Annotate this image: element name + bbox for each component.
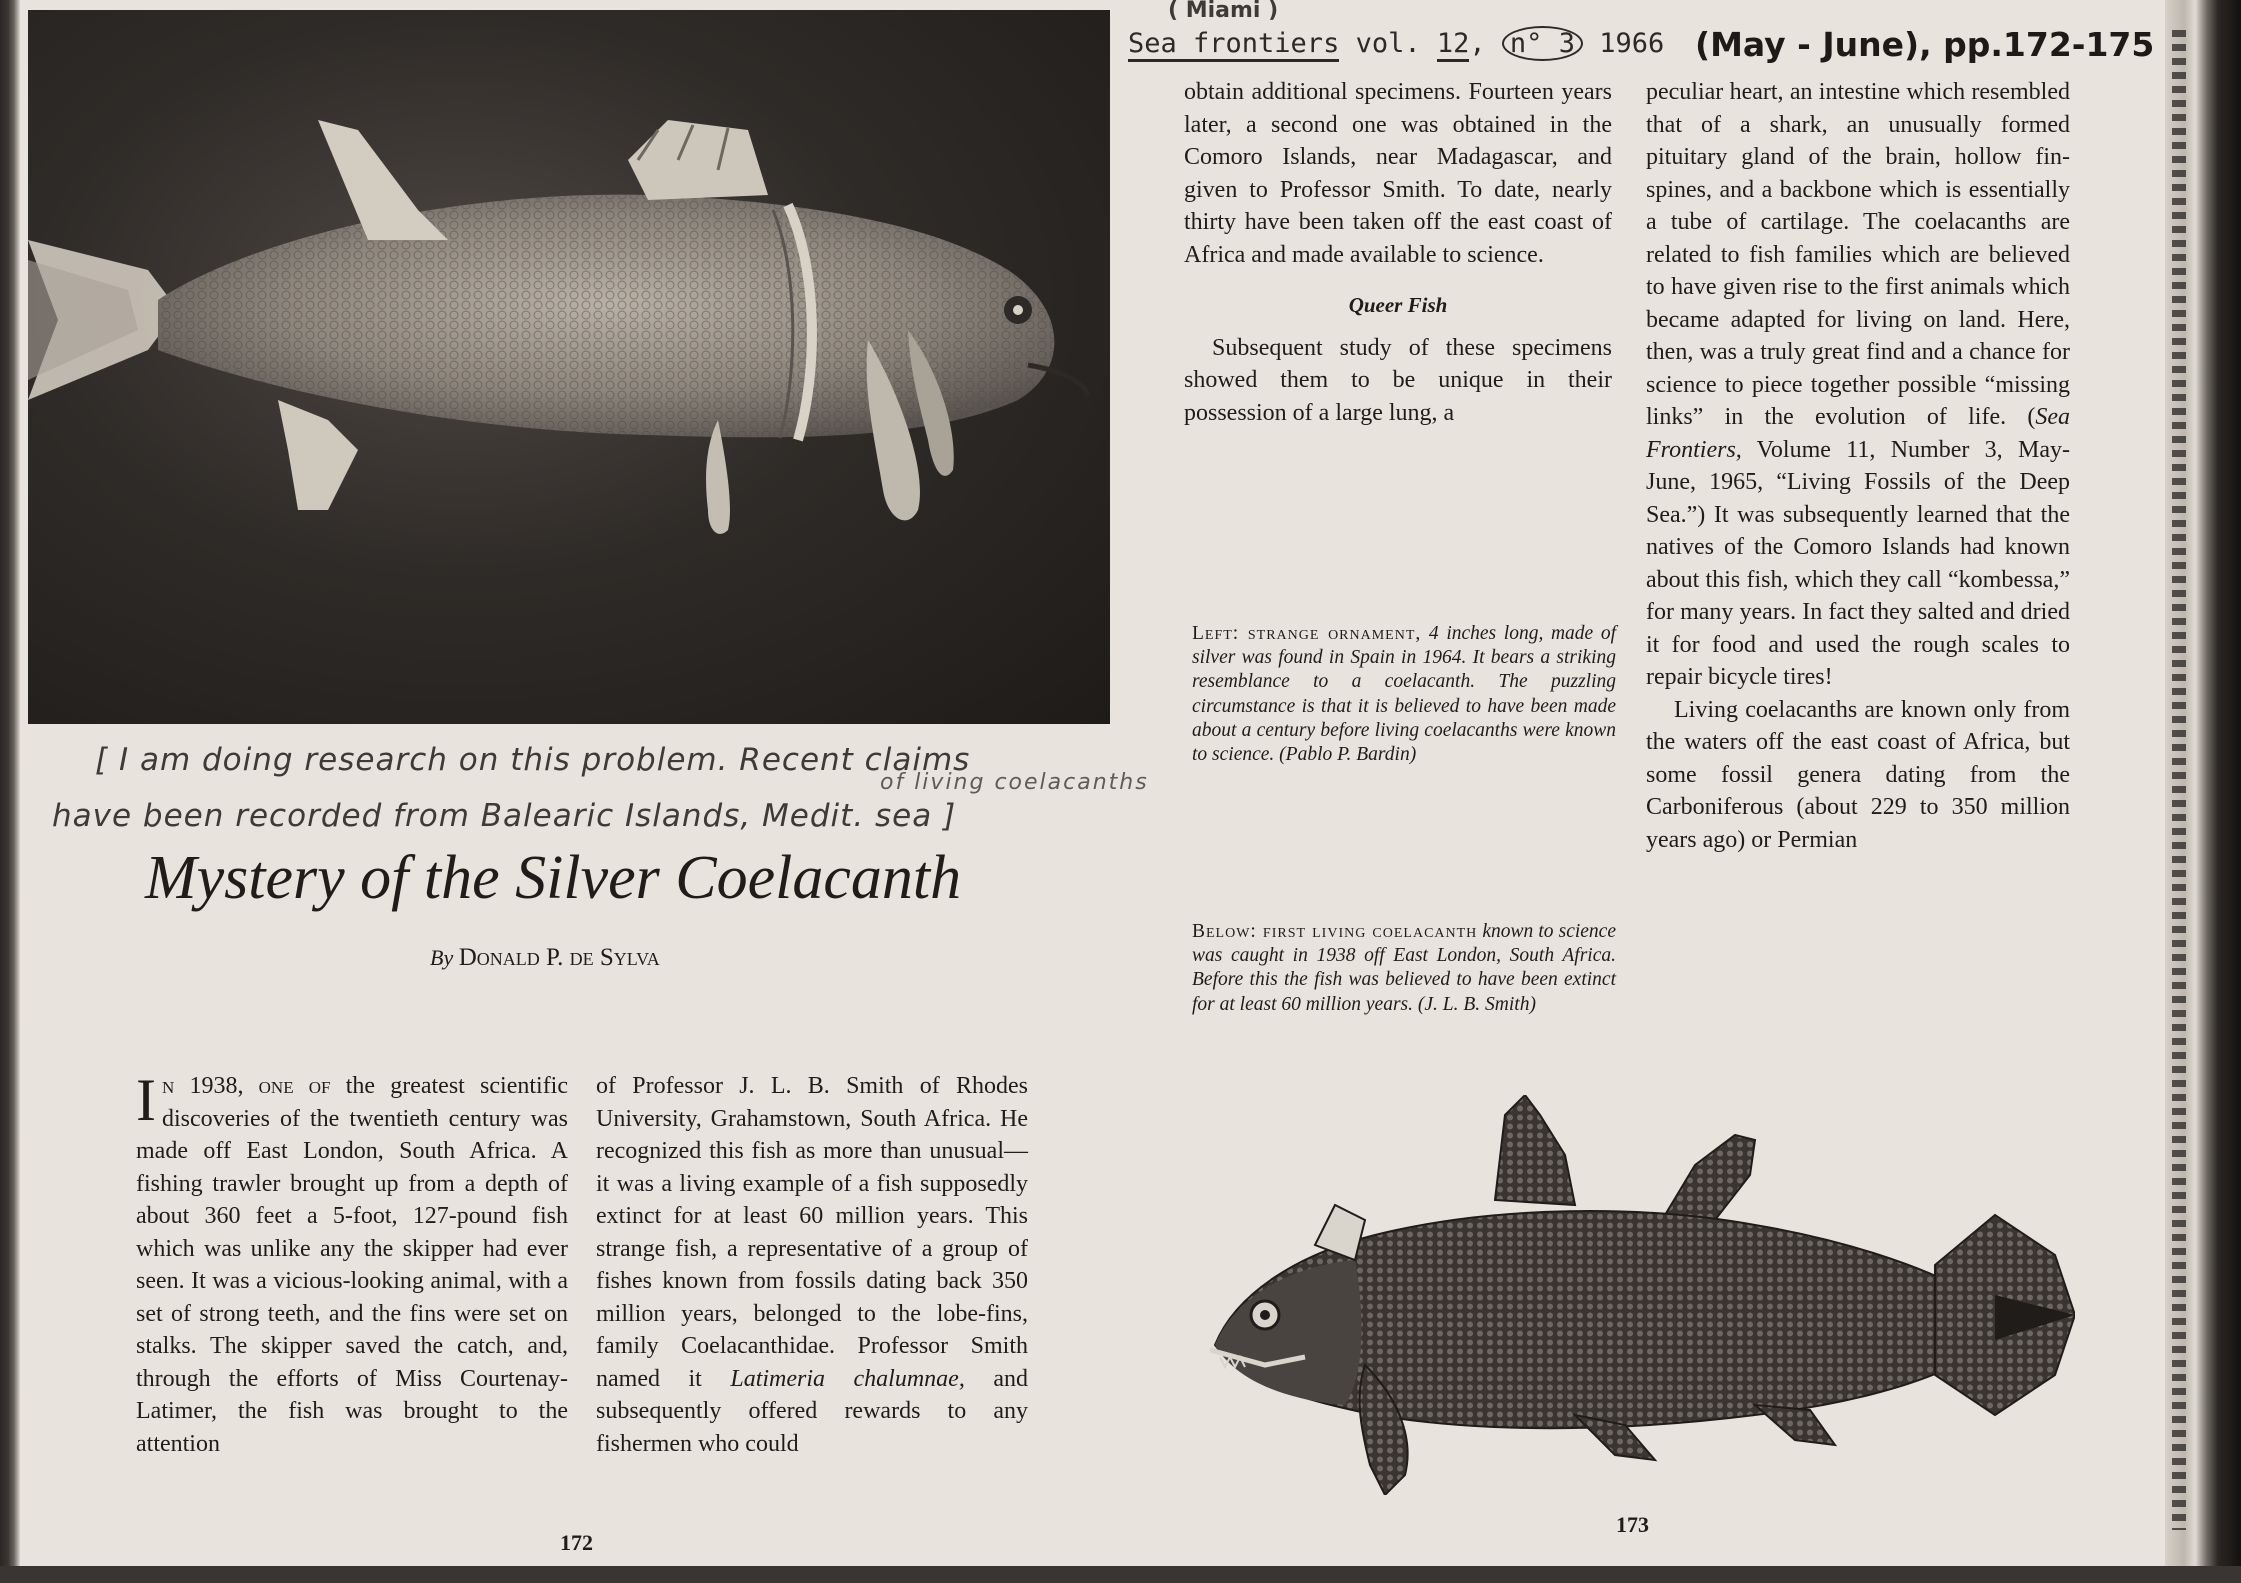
byline-prefix: By [430,945,454,970]
issue-annotation: (May - June), pp.172-175 [1695,25,2155,64]
vol-label: vol. [1355,28,1421,59]
caption-below [1192,920,1616,1017]
page-number-right: 173 [1616,1512,1649,1537]
caption-left [1192,622,1616,767]
col4-text-b: Volume 11, Number 3, May-June, 1965, “Living Fossils of the Deep Sea.”) It was subsequently learned that the natives of the Comoro Islands had known about this fish, which they call “kombessa,” for many years. In fact they salted and dried it for food and used the rough scales to repair bicycle tires! [1646,436,2070,690]
caption-left-label: Left: strange ornament, [1192,623,1422,644]
column-3 [1184,76,1612,429]
subhead-queer-fish: Queer Fish [1348,293,1448,317]
journal-header: Sea frontiers vol. 12, n° 3 1966 [1128,28,1664,59]
handwritten-note-line1b: of living coelacanths [880,770,1149,795]
caption-below-text: known to science was caught in 1938 off East London, South Africa. Before this the fish was believed to have been extinct for at least 60 million years. (J. L. B. Smith) [1192,921,1616,1015]
volume-number: 12 [1437,28,1470,62]
byline [430,944,660,972]
coelacanth-illustration [1195,1095,2075,1495]
col4-citation: Sea Frontiers, [1646,404,2070,463]
col2-text-a: of Professor J. L. B. Smith of Rhodes University, Grahamstown, South Africa. He recognized this fish as more than unusual—it was a living example of a fish supposedly extinct for at least 60 million years. This strange fish, a representative of a group of fishes known from fossils dating back 350 million years, belonged to the lobe-fins, family Coelacanthidae. Professor Smith named it [596,1073,1028,1392]
species-name: Latimeria chalumnae, [730,1365,965,1392]
living-coelacanth-drawing [1195,1095,2075,1495]
handwritten-note-line2: have been recorded from Balearic Islands, Medit. sea ] [52,798,957,834]
author-name: Donald P. de Sylva [458,944,660,971]
lead-caps: n 1938, one of [161,1073,331,1099]
col4-para2: Living coelacanths are known only from the waters off the east coast of Africa, but some fossil genera dating from the Carboniferous (about 229 to 350 million years ago) or Permian [1646,696,2070,853]
caption-below-label: Below: first living coelacanth [1192,921,1478,942]
col4-text-a: peculiar heart, an intestine which resembled that of a shark, an unusually formed pituitary gland of the brain, hollow fin-spines, and a backbone which is essentially a tube of cartilage. The coelacanths are related to fish families which are believed to have given rise to the first animals which became adapted for living on land. Here, then, was a truly great find and a chance for science to piece together possible “missing links” in the evolution of life. ( [1646,79,2070,430]
scan-right-hatch [2172,30,2186,1530]
handwritten-note-line1: [ I am doing research on this problem. Recent claims [95,742,971,778]
silver-fish-ornament-image [28,10,1110,724]
col3-para1: obtain additional specimens. Fourteen years later, a second one was obtained in the Comoro Islands, near Madagascar, and given to Professor Smith. To date, nearly thirty have been taken off the east coast of Africa and made available to science. [1184,79,1612,268]
drop-cap: I [136,1067,156,1133]
year: 1966 [1599,28,1665,59]
scan-bottom-edge [0,1566,2241,1583]
column-1 [136,1067,569,1460]
article-title: Mystery of the Silver Coelacanth [145,844,962,912]
issue-number: n° 3 [1502,26,1583,61]
column-4 [1646,76,2070,856]
column-2 [596,1070,1028,1460]
col2-text-b: and subsequently offered rewards to any fishermen who could [596,1365,1029,1457]
col1-text: the greatest scientific discoveries of the twentieth century was made off East London, South Africa. A fishing trawler brought up from a depth of about 360 feet a 5-foot, 127-pound fish which was unlike any the skipper had ever seen. It was a vicious-looking animal, with a set of strong teeth, and the fins were set on stalks. The skipper saved the catch, and, through the efforts of Miss Courtenay-Latimer, the fish was brought to the attention [136,1073,569,1457]
caption-left-text: 4 inches long, made of silver was found in Spain in 1964. It bears a striking resemblance to a coelacanth. The puzzling circumstance is that it is believed to have been made about a century before living coelacanths were known to science. (Pablo P. Bardin) [1192,623,1617,766]
silver-coelacanth-ornament-photo [28,10,1110,724]
col3-para2: Subsequent study of these specimens showed them to be unique in their possession of a large lung, a [1184,334,1612,426]
scan-left-edge [0,0,20,1583]
journal-name: Sea frontiers [1128,28,1339,62]
page-number-left: 172 [560,1530,593,1555]
annotation-city: ( Miami ) [1168,0,1279,23]
